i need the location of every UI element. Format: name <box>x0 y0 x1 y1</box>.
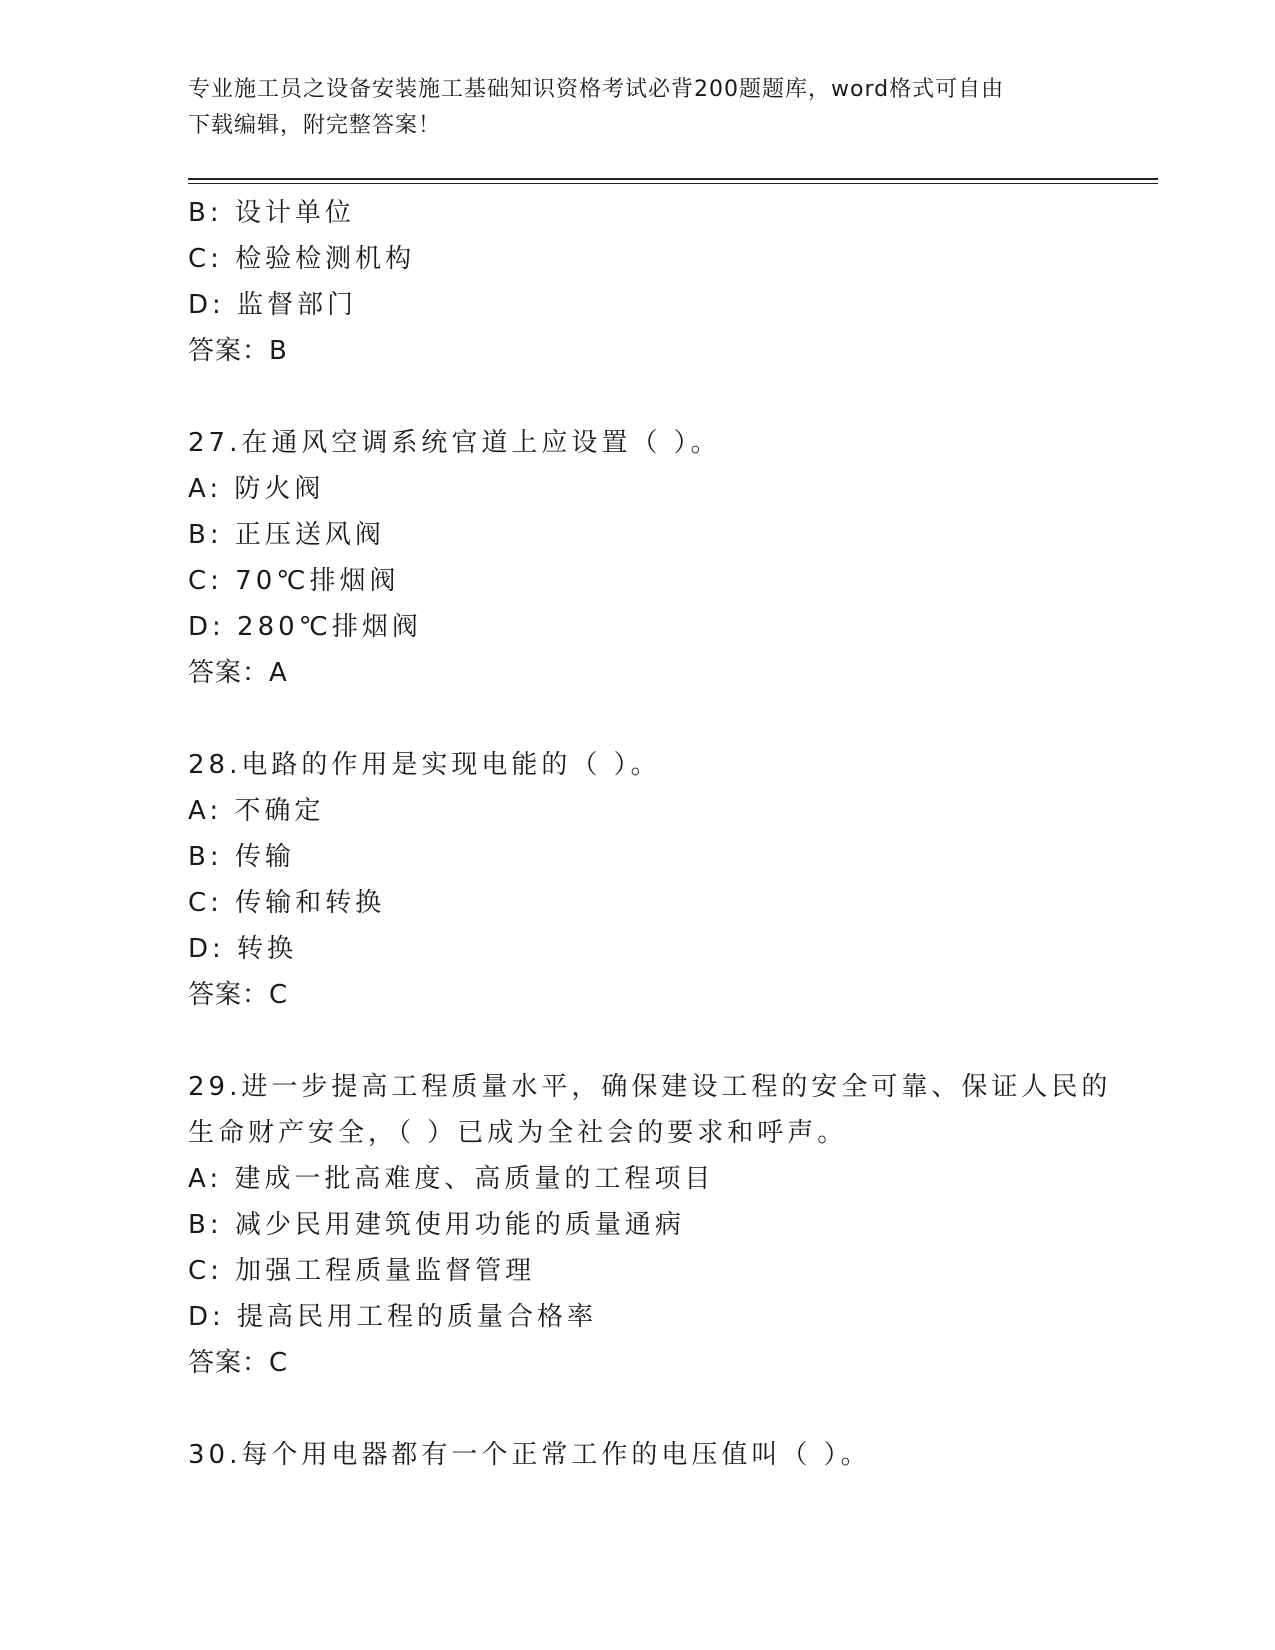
question-29 <box>188 1064 1138 1386</box>
option-d: D: 280℃排烟阀 <box>188 612 422 642</box>
option-b: B: 正压送风阀 <box>188 520 385 550</box>
question-text: 27.在通风空调系统官道上应设置（ ）。 <box>188 428 721 458</box>
document-header <box>188 72 1088 144</box>
option-b: B: 减少民用建筑使用功能的质量通病 <box>188 1210 685 1240</box>
answer: 答案：C <box>188 1348 289 1378</box>
option-d: D: 提高民用工程的质量合格率 <box>188 1302 598 1332</box>
answer: 答案：C <box>188 980 289 1010</box>
option-b: B: 设计单位 <box>188 198 355 228</box>
option-b: B: 传输 <box>188 842 295 872</box>
question-list <box>188 190 1138 1478</box>
option-c: C: 70℃排烟阀 <box>188 566 400 596</box>
option-a: A: 建成一批高难度、高质量的工程项目 <box>188 1164 715 1194</box>
header-line-2: 下载编辑，附完整答案！ <box>188 113 442 138</box>
question-26-continued <box>188 190 1138 374</box>
header-rule-thick <box>188 178 1158 180</box>
option-a: A: 防火阀 <box>188 474 325 504</box>
header-line-1: 专业施工员之设备安装施工基础知识资格考试必背200题题库，word格式可自由 <box>188 77 1005 102</box>
question-text: 30.每个用电器都有一个正常工作的电压值叫（ ）。 <box>188 1440 871 1470</box>
option-c: C: 检验检测机构 <box>188 244 416 274</box>
answer: 答案：A <box>188 658 288 688</box>
answer: 答案：B <box>188 336 288 366</box>
question-text: 28.电路的作用是实现电能的（ ）。 <box>188 750 661 780</box>
question-30 <box>188 1432 1138 1478</box>
question-text-line-2: 生命财产安全，（ ）已成为全社会的要求和呼声。 <box>188 1118 848 1148</box>
question-28 <box>188 742 1138 1018</box>
option-a: A: 不确定 <box>188 796 325 826</box>
question-text-line-1: 29.进一步提高工程质量水平，确保建设工程的安全可靠、保证人民的 <box>188 1072 1112 1102</box>
option-c: C: 加强工程质量监督管理 <box>188 1256 536 1286</box>
option-d: D: 监督部门 <box>188 290 358 320</box>
question-27 <box>188 420 1138 696</box>
option-c: C: 传输和转换 <box>188 888 386 918</box>
option-d: D: 转换 <box>188 934 298 964</box>
header-rule-thin <box>188 183 1158 184</box>
